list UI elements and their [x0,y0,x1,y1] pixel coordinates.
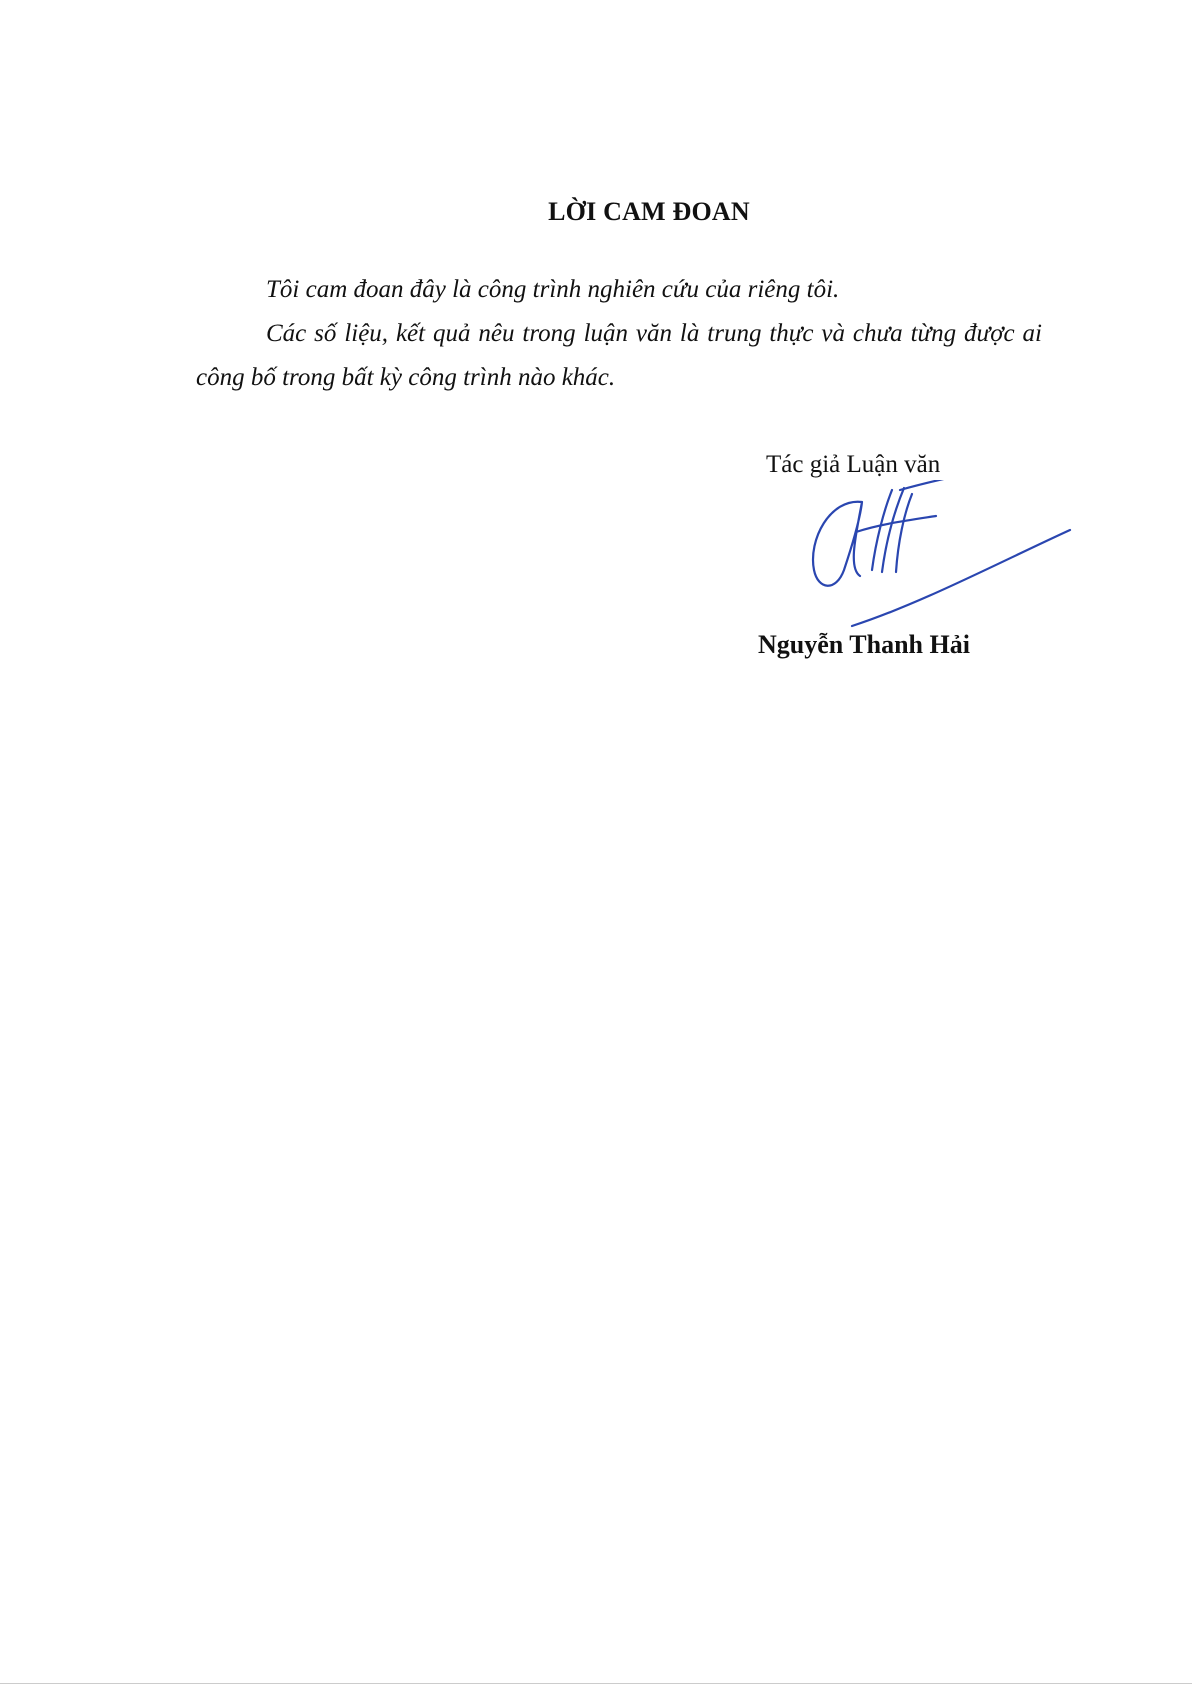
handwritten-signature [800,480,1080,640]
page-bottom-rule [0,1683,1192,1684]
declaration-paragraph-2: Các số liệu, kết quả nêu trong luận văn là trung thực và chưa từng được ai công bố trong bất kỳ công trình nào khác. [196,320,1042,391]
document-title: LỜI CAM ĐOAN [548,197,750,226]
declaration-paragraph-1: Tôi cam đoan đây là công trình nghiên cứu của riêng tôi. [266,276,840,303]
signature-caption: Tác giả Luận văn [766,451,941,478]
author-name: Nguyễn Thanh Hải [758,630,970,659]
